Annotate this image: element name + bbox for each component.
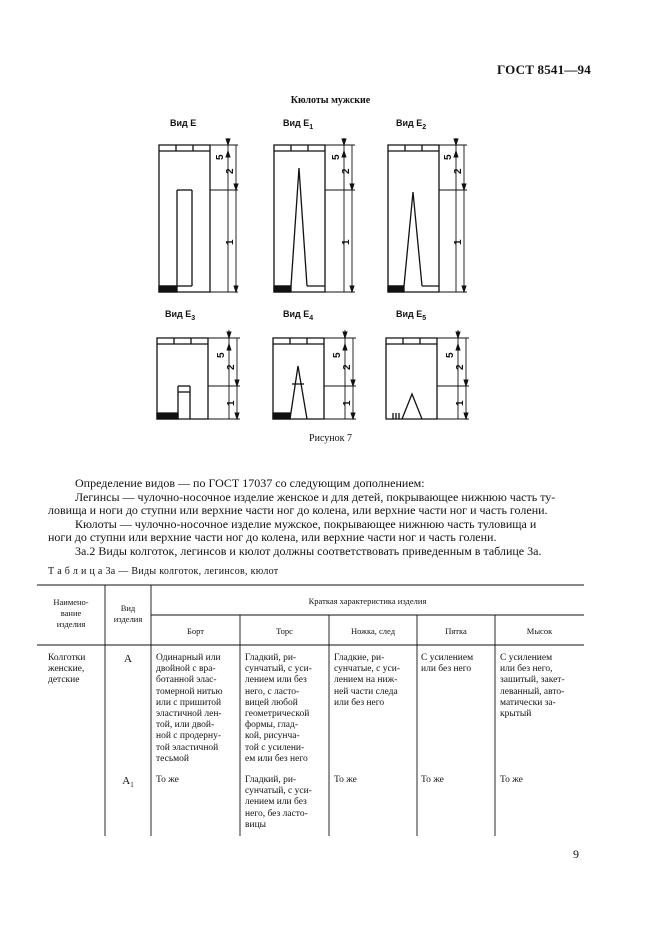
dim-2-e3: 2 [226,364,237,370]
header-mys: Мысок [526,626,553,636]
paragraph-culottes-line2: ноги до ступни или верхние части ног до колена, или верхние части ног и часть голени. [48,530,497,544]
table-row-2-bort: То же [156,775,179,785]
paragraph-3a2: 3а.2 Виды колготок, легинсов и кюлот должны соответствовать приведенным в таблице 3а. [75,544,542,558]
header-type: Вид изделия [113,603,143,624]
header-group: Краткая характеристика изделия [308,596,427,606]
dim-2-e1: 2 [341,168,352,174]
table-row-2-tors: Гладкий, ри- сунчатый, с уси- лением или без него, без ласто- вицы [245,775,312,830]
dim-2-e4: 2 [342,364,353,370]
table-row-1-bort: Одинарный или двойной с вра- ботанной элас- томерной нитью или с пришитой эластичной лен- той, или двой- ной с продерну- той эластичной тесьмой [156,653,223,764]
table-row-2-mys: То же [500,775,523,785]
dim-2-e: 2 [225,168,236,174]
paragraph-culottes-line1: Кюлоты — чулочно-носочное изделие мужское, покрывающее нижнюю часть туловища и [75,517,537,531]
table-row-1-nozh: Гладкие, ри- сунчатые, с уси- лением на ниж- ней части следа или без него [334,653,400,708]
table-row-1-name: Колготки женские, детские [48,653,86,686]
dim-5-e2: 5 [443,154,454,160]
table-row-1-mys: С усилением или без него, зашитый, закет- леванный, авто- матически за- крытый [500,653,565,720]
table-row-1-pyat: С усилением или без него [421,653,474,675]
figure-title: Кюлоты мужские [290,95,371,106]
dim-5-e5: 5 [445,352,456,358]
paragraph-definitions: Определение видов — по ГОСТ 17037 со следующим дополнением: [75,476,425,490]
view-label-e: Вид Е [170,118,197,128]
header-tors: Торс [276,626,293,636]
table-row-2-pyat: То же [421,775,444,785]
dim-5-e4: 5 [332,352,343,358]
table-row-2-nozh: То же [334,775,357,785]
table-row-2-type: $А_1$ [122,775,134,790]
view-label-e3: Вид $Е_3$ [165,309,196,322]
dim-1-e3: 1 [226,400,237,406]
header-pyat: Пятка [445,626,467,636]
header-nozh: Ножка, след [350,626,396,636]
dim-1-e1: 1 [341,239,352,245]
paragraph-leggings-line1: Легинсы — чулочно-носочное изделие женское и для детей, покрывающее нижнюю часть ту- [75,490,556,504]
table-row-1-type: А [124,653,132,665]
dim-1-e4: 1 [342,400,353,406]
view-label-e2: Вид $Е_2$ [396,118,427,131]
view-label-e5: Вид $Е_5$ [396,309,427,322]
page-number: 9 [573,847,579,861]
dim-2-e5: 2 [455,364,466,370]
header-bort: Борт [187,626,204,636]
header-name: Наимено- вание изделия [53,597,89,629]
table-caption: Т а б л и ц а 3а — Виды колготок, легинсов, кюлот [48,566,279,577]
dim-2-e2: 2 [453,168,464,174]
view-label-e1: Вид $Е_1$ [283,118,314,131]
dim-5-e: 5 [215,154,226,160]
dim-5-e3: 5 [216,352,227,358]
figure-caption: Рисунок 7 [309,433,352,444]
view-label-e4: Вид $Е_4$ [283,309,314,322]
paragraph-leggings-line2: ловища и ноги до ступни или верхние части ног до колена, или верхние части ног и часть голени. [48,503,548,517]
dim-1-e: 1 [225,239,236,245]
dim-1-e2: 1 [453,239,464,245]
dim-5-e1: 5 [331,154,342,160]
dim-1-e5: 1 [455,400,466,406]
table-row-1-tors: Гладкий, ри- сунчатый, с уси- лением или без него, с ласто- вицей любой геометрической формы, глад- кой, рисунча- той с усилени- ем или без него [245,653,312,764]
standard-header: ГОСТ 8541—94 [497,62,591,77]
